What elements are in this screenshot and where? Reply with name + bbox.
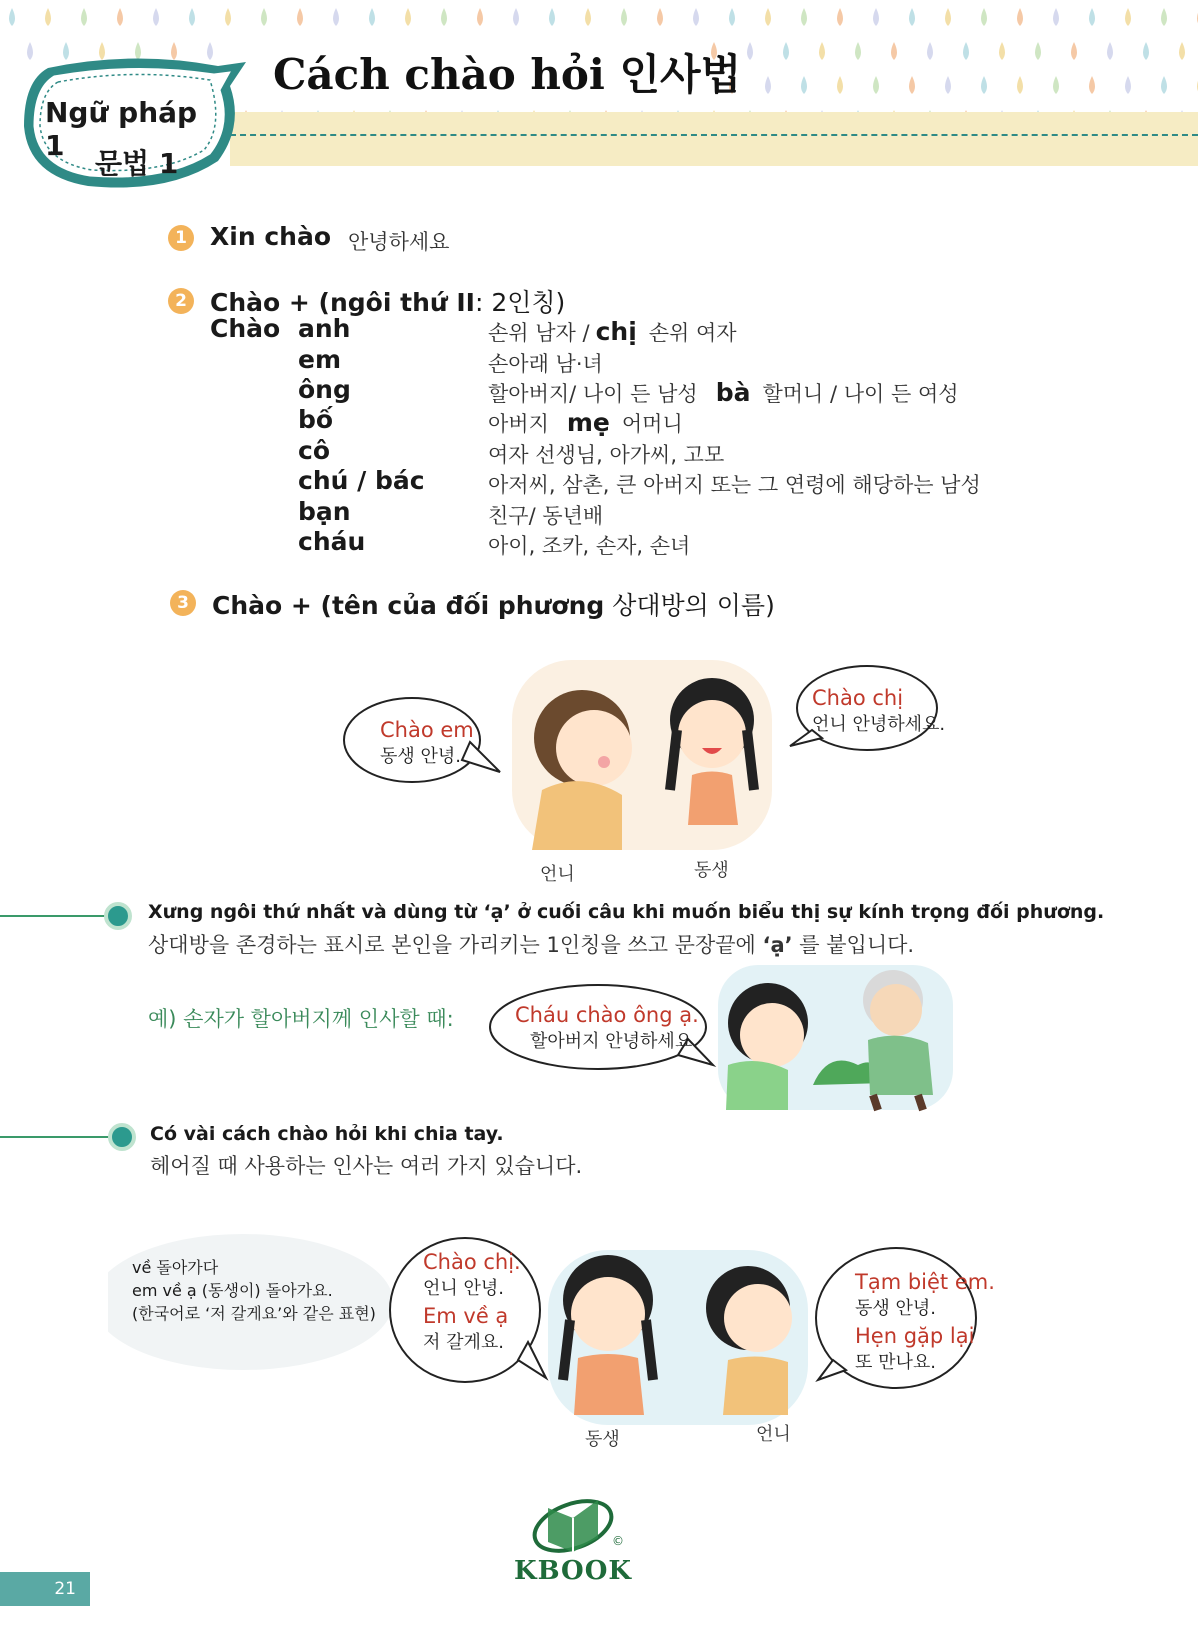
- raindrop: [513, 8, 519, 26]
- title-dashed-line: [230, 134, 1198, 136]
- raindrop: [801, 8, 807, 26]
- raindrop: [1161, 76, 1167, 94]
- dialog2-right-vi1: Tạm biệt em.: [855, 1270, 995, 1294]
- section2-heading-ko: : 2인칭): [474, 288, 566, 317]
- dialog2-left-vi1: Chào chị.: [423, 1250, 521, 1274]
- raindrop: [1071, 42, 1077, 60]
- note1-example: 예) 손자가 할아버지께 인사할 때:: [148, 1007, 454, 1031]
- dialog2-right-ko1: 동생 안녕.: [855, 1298, 936, 1319]
- raindrop: [873, 8, 879, 26]
- pronoun-term-pair: bà: [715, 378, 751, 407]
- raindrop: [405, 8, 411, 26]
- raindrop: [855, 42, 861, 60]
- note2-bullet: [108, 1123, 136, 1151]
- raindrop: [549, 8, 555, 26]
- raindrop: [621, 8, 627, 26]
- pronoun-meaning-pair: 어머니: [621, 412, 683, 436]
- pronoun-term: bố: [298, 405, 334, 434]
- raindrop: [909, 76, 915, 94]
- raindrop: [297, 8, 303, 26]
- raindrop: [585, 8, 591, 26]
- pronoun-term-pair: chị: [595, 317, 637, 346]
- pronoun-meaning-primary: 손위 남자 /: [488, 321, 590, 345]
- note1-korean-post: 를 붙입니다.: [792, 933, 915, 957]
- dialog1-right-bubble: [812, 686, 945, 736]
- raindrop: [81, 8, 87, 26]
- section2-chao-label: Chào: [210, 314, 281, 343]
- page-number: 21: [54, 1579, 76, 1599]
- pronoun-meaning: [488, 439, 724, 469]
- pronoun-term: cháu: [298, 527, 366, 556]
- vocab-line-2: em về ạ (동생이) 돌아가요.: [132, 1281, 333, 1300]
- pronoun-meaning: [488, 378, 959, 408]
- section-number-2: 2: [168, 288, 194, 314]
- pronoun-meaning-pair: 손위 여자: [648, 321, 737, 345]
- raindrop: [189, 8, 195, 26]
- raindrop: [657, 8, 663, 26]
- pronoun-meaning: [488, 408, 683, 438]
- dialog2-left-ko1: 언니 안녕.: [423, 1278, 504, 1299]
- dialog2-right-vi2: Hẹn gặp lại: [855, 1324, 975, 1348]
- raindrop: [819, 42, 825, 60]
- dialog2-right-bubble: [855, 1270, 995, 1374]
- raindrop: [225, 8, 231, 26]
- pronoun-term: cô: [298, 436, 330, 465]
- raindrop: [153, 8, 159, 26]
- raindrop: [1125, 8, 1131, 26]
- raindrop: [981, 8, 987, 26]
- kbook-logo-icon: [528, 1488, 618, 1558]
- copyright-mark: ©: [612, 1534, 624, 1548]
- note1-vietnamese: Xưng ngôi thứ nhất và dùng từ ‘ạ’ ở cuối câu khi muốn biểu thị sự kính trọng đối phương.: [148, 901, 1105, 923]
- raindrop: [1017, 76, 1023, 94]
- dialog2-left-ko2: 저 갈게요.: [423, 1332, 504, 1353]
- pronoun-meaning: [488, 317, 737, 347]
- section1-korean: 안녕하세요: [348, 230, 450, 254]
- raindrop: [945, 76, 951, 94]
- dialog1-right-ko: 언니 안녕하세요.: [812, 714, 946, 735]
- pronoun-meaning-primary: 손아래 남·녀: [488, 352, 603, 376]
- pronoun-term: ông: [298, 375, 351, 404]
- raindrop: [837, 8, 843, 26]
- dialog2-caption-right: 언니: [756, 1424, 791, 1445]
- raindrop: [1143, 42, 1149, 60]
- vocab-note: [132, 1256, 376, 1325]
- pronoun-term: em: [298, 345, 342, 374]
- note2-korean: 헤어질 때 사용하는 인사는 여러 가지 있습니다.: [150, 1154, 583, 1178]
- raindrop: [927, 42, 933, 60]
- pronoun-meaning: [488, 469, 981, 499]
- dialog1-caption-left: 언니: [540, 864, 575, 885]
- pronoun-meaning-primary: 할아버지/ 나이 든 남성: [488, 382, 698, 406]
- dialog1-left-vi: Chào em: [380, 718, 474, 742]
- section2-heading-vi: Chào + (ngôi thứ II: [210, 288, 475, 317]
- kbook-logo-text: KBOOK: [514, 1556, 632, 1586]
- section-number-1: 1: [168, 225, 194, 251]
- section-number-3: 3: [170, 590, 196, 616]
- raindrop: [1089, 8, 1095, 26]
- raindrop: [909, 8, 915, 26]
- raindrop: [783, 42, 789, 60]
- pronoun-meaning-primary: 친구/ 동년배: [488, 504, 604, 528]
- raindrop: [999, 42, 1005, 60]
- pronoun-meaning: [488, 530, 690, 560]
- badge-vietnamese-label: Ngữ pháp 1: [45, 96, 198, 162]
- vocab-line-1: về 돌아가다: [132, 1258, 219, 1277]
- pronoun-meaning: [488, 500, 603, 530]
- raindrop: [801, 76, 807, 94]
- page-title: Cách chào hỏi 인사법: [273, 50, 742, 99]
- note1-korean-pre: 상대방을 존경하는 표시로 본인을 가리키는 1인칭을 쓰고 문장끝에: [148, 933, 763, 957]
- note1-bullet: [104, 902, 132, 930]
- raindrop: [1053, 8, 1059, 26]
- raindrop: [1107, 42, 1113, 60]
- raindrop: [1017, 8, 1023, 26]
- raindrop: [873, 76, 879, 94]
- section1-vietnamese: Xin chào: [210, 222, 332, 251]
- dialog2-left-bubble: [423, 1250, 521, 1354]
- raindrop: [1125, 76, 1131, 94]
- raindrop: [117, 8, 123, 26]
- pronoun-meaning: [488, 348, 603, 378]
- raindrop: [945, 8, 951, 26]
- raindrop: [765, 8, 771, 26]
- note1-bubble-ko: 할아버지 안녕하세요: [530, 1031, 693, 1052]
- note1-bubble: [515, 1003, 699, 1053]
- raindrop: [891, 42, 897, 60]
- section3-heading-vi: Chào + (tên của đối phương: [212, 591, 605, 620]
- dialog2-left-vi2: Em về ạ: [423, 1304, 509, 1328]
- vocab-line-3: (한국어로 ‘저 갈게요’와 같은 표현): [132, 1304, 376, 1323]
- older-sister-figure: [532, 690, 632, 850]
- note2-rule: [0, 1136, 112, 1138]
- raindrop: [441, 8, 447, 26]
- dialog1-right-vi: Chào chị: [812, 686, 904, 710]
- pronoun-term: chú / bác: [298, 466, 425, 495]
- badge-korean-label: 문법 1: [95, 147, 179, 180]
- dialog1-caption-right: 동생: [694, 860, 729, 881]
- raindrop: [1161, 8, 1167, 26]
- raindrop: [963, 42, 969, 60]
- dialog1-left-bubble: [380, 718, 474, 768]
- raindrop: [369, 8, 375, 26]
- pronoun-meaning-pair: 할머니 / 나이 든 여성: [762, 382, 959, 406]
- pronoun-meaning-primary: 아저씨, 삼촌, 큰 아버지 또는 그 연령에 해당하는 남성: [488, 473, 981, 497]
- dialog2-right-ko2: 또 만나요.: [855, 1352, 936, 1373]
- raindrop: [45, 8, 51, 26]
- pronoun-meaning-primary: 아버지: [488, 412, 549, 436]
- raindrop: [981, 76, 987, 94]
- raindrop: [9, 8, 15, 26]
- note1-rule: [0, 915, 110, 917]
- pronoun-meaning-primary: 아이, 조카, 손자, 손녀: [488, 534, 691, 558]
- note1-bubble-vi: Cháu chào ông ạ.: [515, 1003, 699, 1027]
- raindrop: [1035, 42, 1041, 60]
- raindrop: [1053, 76, 1059, 94]
- note1-korean-mark: ‘ạ’: [762, 933, 793, 957]
- pronoun-meaning-primary: 여자 선생님, 아가씨, 고모: [488, 443, 725, 467]
- raindrop: [261, 8, 267, 26]
- raindrop: [477, 8, 483, 26]
- title-band: [230, 112, 1198, 166]
- pronoun-term: bạn: [298, 497, 351, 526]
- raindrop: [1179, 42, 1185, 60]
- note2-vietnamese: Có vài cách chào hỏi khi chia tay.: [150, 1123, 504, 1145]
- page-number-tab: [0, 1572, 90, 1606]
- raindrop: [837, 76, 843, 94]
- raindrop: [765, 76, 771, 94]
- raindrop: [333, 8, 339, 26]
- section3-heading-ko: 상대방의 이름): [612, 591, 775, 620]
- raindrop: [747, 42, 753, 60]
- raindrop: [729, 8, 735, 26]
- dialog2-caption-left: 동생: [585, 1429, 620, 1450]
- dialog1-left-ko: 동생 안녕.: [380, 746, 461, 767]
- raindrop: [693, 8, 699, 26]
- pronoun-term-pair: mẹ: [566, 408, 610, 437]
- section3-heading: [212, 586, 775, 622]
- pronoun-term: anh: [298, 314, 351, 343]
- raindrop: [1089, 76, 1095, 94]
